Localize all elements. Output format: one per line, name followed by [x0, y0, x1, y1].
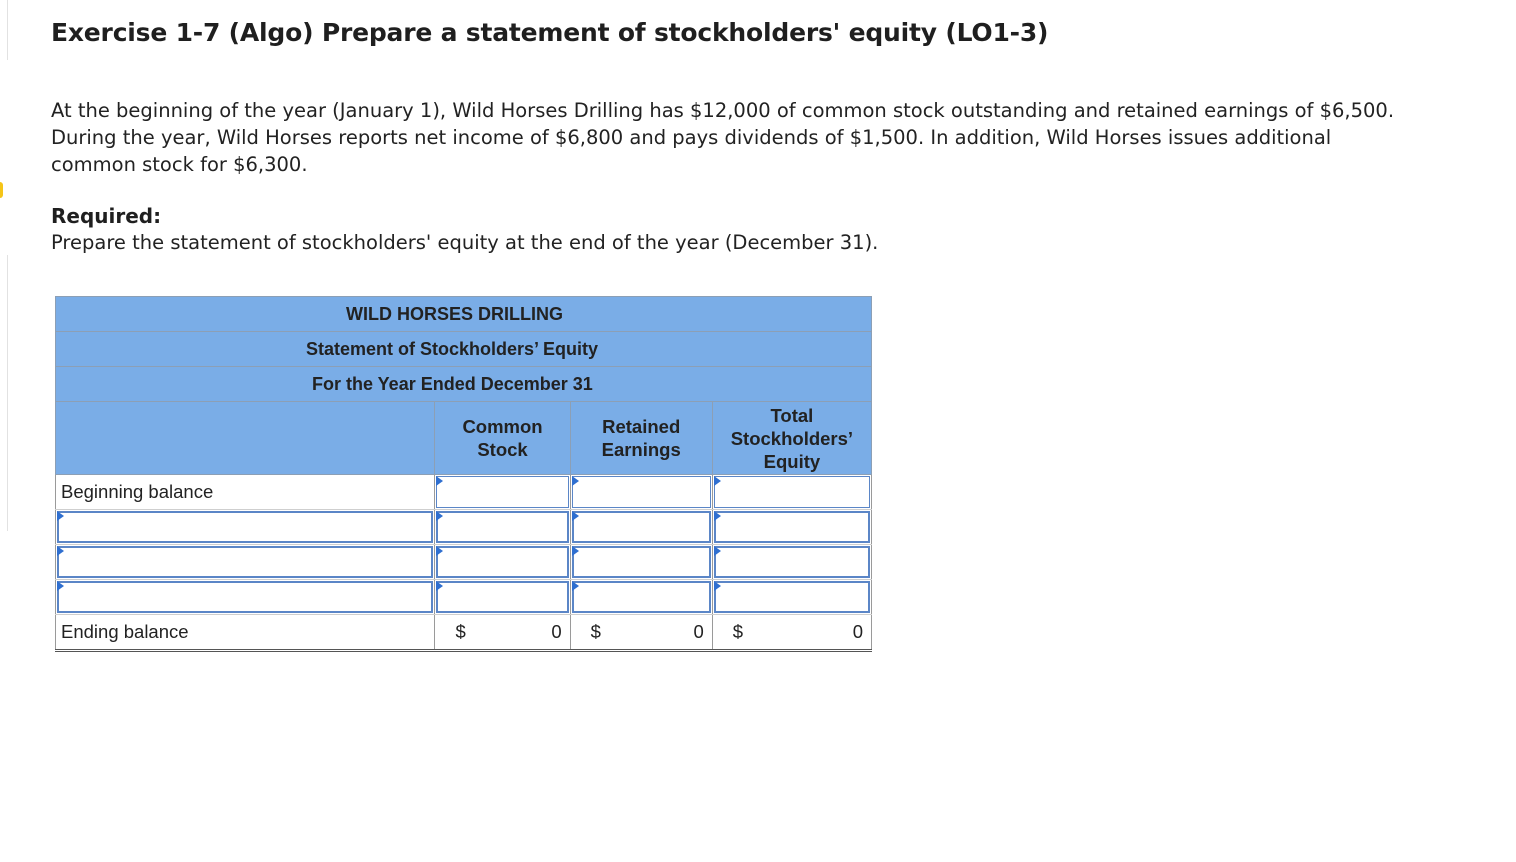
ending-retained-earnings-value: 0	[693, 621, 704, 642]
exercise-title: Exercise 1-7 (Algo) Prepare a statement of stockholders' equity (LO1-3)	[51, 18, 1049, 47]
ending-total-equity-value: 0	[852, 621, 863, 642]
dropdown-indicator-icon	[714, 546, 721, 556]
entry-row-3-common-stock-input[interactable]	[436, 581, 568, 613]
rail-segment	[0, 255, 8, 347]
total-equity-header: Total Stockholders’ Equity	[712, 402, 871, 475]
entry-row-2-label-select[interactable]	[57, 546, 433, 578]
beginning-balance-label: Beginning balance	[56, 475, 435, 510]
dropdown-indicator-icon	[572, 476, 579, 486]
dropdown-indicator-icon	[57, 511, 64, 521]
company-name: WILD HORSES DRILLING	[346, 303, 563, 324]
ending-balance-label: Ending balance	[56, 615, 435, 651]
entry-row	[56, 545, 872, 580]
dropdown-indicator-icon	[714, 476, 721, 486]
currency-symbol: $	[455, 621, 466, 642]
beginning-common-stock-input[interactable]	[436, 476, 568, 508]
currency-symbol: $	[732, 621, 744, 642]
dropdown-indicator-icon	[572, 546, 579, 556]
entry-row-1-common-stock-input[interactable]	[436, 511, 568, 543]
entry-row	[56, 580, 872, 615]
required-label: Required:	[51, 204, 162, 228]
rail-segment	[0, 347, 8, 439]
entry-row-1-retained-earnings-input[interactable]	[572, 511, 711, 543]
retained-earnings-header: Retained Earnings	[570, 402, 712, 475]
statement-name: Statement of Stockholders’ Equity	[306, 338, 599, 359]
dropdown-indicator-icon	[57, 546, 64, 556]
problem-description: At the beginning of the year (January 1), Wild Horses Drilling has $12,000 of common stock outstanding and retained earnings of $6,500. During the year, Wild Horses reports net income of $6,800 and pays dividends of $1,500. In addition, Wild Horses issues additional common stock for $6,300.	[51, 99, 1395, 176]
entry-row-1-label-select[interactable]	[57, 511, 433, 543]
dropdown-indicator-icon	[436, 546, 443, 556]
entry-row-2-retained-earnings-input[interactable]	[572, 546, 711, 578]
ending-total-equity-cell	[712, 615, 871, 651]
ending-retained-earnings-cell	[570, 615, 712, 651]
required-text: Prepare the statement of stockholders' equity at the end of the year (December 31).	[51, 231, 879, 254]
entry-row-1-total-equity-input[interactable]	[714, 511, 870, 543]
dropdown-indicator-icon	[436, 581, 443, 591]
statement-period: For the Year Ended December 31	[312, 373, 593, 394]
common-stock-header: Common Stock	[435, 402, 570, 475]
currency-symbol: $	[590, 621, 601, 642]
entry-row-3-label-select[interactable]	[57, 581, 433, 613]
entry-row-3-retained-earnings-input[interactable]	[572, 581, 711, 613]
ending-common-stock-value: 0	[551, 621, 562, 642]
rail-segment	[0, 439, 8, 531]
dropdown-indicator-icon	[714, 581, 721, 591]
entry-row-2-total-equity-input[interactable]	[714, 546, 870, 578]
dropdown-indicator-icon	[572, 581, 579, 591]
dropdown-indicator-icon	[572, 511, 579, 521]
ending-common-stock-cell	[435, 615, 570, 651]
dropdown-indicator-icon	[436, 476, 443, 486]
ending-balance-row	[56, 615, 872, 651]
statement-table	[55, 296, 872, 652]
dropdown-indicator-icon	[436, 511, 443, 521]
rail-segment	[0, 0, 8, 60]
entry-row-3-total-equity-input[interactable]	[714, 581, 870, 613]
label-column-header	[56, 402, 435, 475]
beginning-balance-row	[56, 475, 872, 510]
dropdown-indicator-icon	[714, 511, 721, 521]
beginning-retained-earnings-input[interactable]	[572, 476, 711, 508]
entry-row-2-common-stock-input[interactable]	[436, 546, 568, 578]
dropdown-indicator-icon	[57, 581, 64, 591]
entry-row	[56, 510, 872, 545]
beginning-total-equity-input[interactable]	[714, 476, 870, 508]
left-rail	[0, 0, 8, 540]
question-marker	[0, 182, 3, 198]
